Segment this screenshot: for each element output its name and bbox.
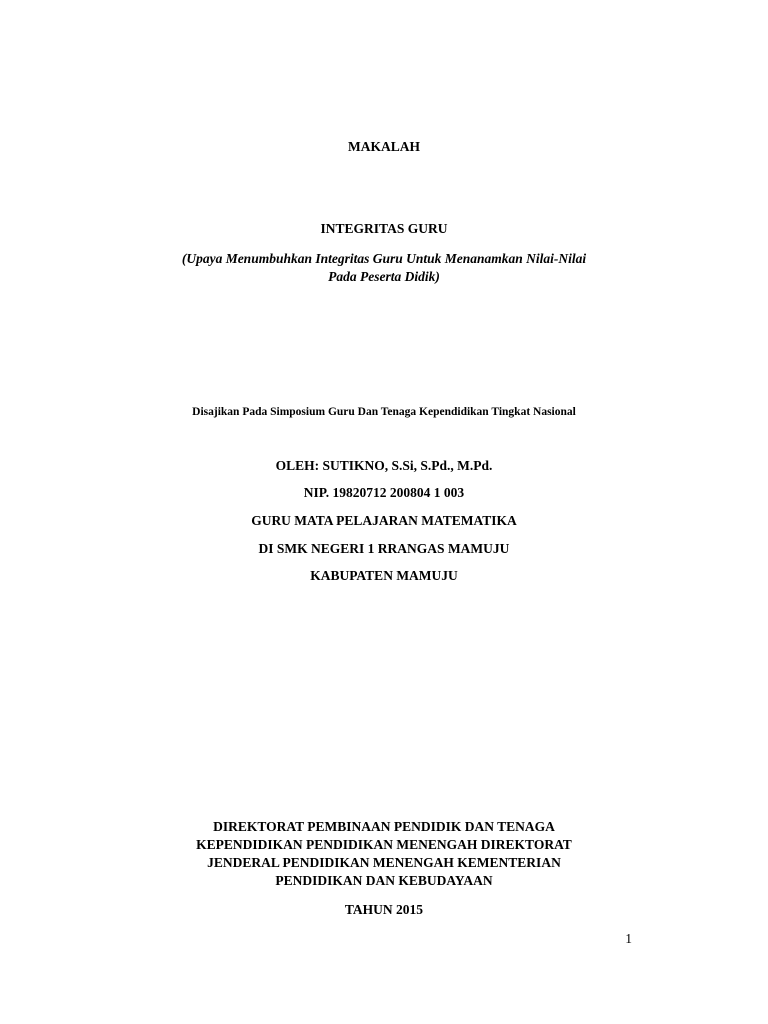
author-nip: NIP. 19820712 200804 1 003 bbox=[303, 485, 465, 500]
document-subtitle-line1: (Upaya Menumbuhkan Integritas Guru Untuk Menanamkan Nilai-Nilai bbox=[181, 251, 587, 266]
author-school: DI SMK NEGERI 1 RRANGAS MAMUJU bbox=[258, 541, 510, 556]
document-year: TAHUN 2015 bbox=[344, 902, 424, 917]
institution-line1: DIREKTORAT PEMBINAAN PENDIDIK DAN TENAGA bbox=[213, 819, 555, 834]
presented-at: Disajikan Pada Simposium Guru Dan Tenaga Kependidikan Tingkat Nasional bbox=[192, 406, 576, 418]
institution-line2: KEPENDIDIKAN PENDIDIKAN MENENGAH DIREKTORAT bbox=[196, 837, 572, 852]
document-subject: INTEGRITAS GURU bbox=[320, 221, 448, 236]
author-name: OLEH: SUTIKNO, S.Si, S.Pd., M.Pd. bbox=[275, 458, 493, 473]
author-regency: KABUPATEN MAMUJU bbox=[310, 568, 458, 583]
document-title: MAKALAH bbox=[348, 139, 420, 154]
document-subtitle-line2: Pada Peserta Didik) bbox=[328, 269, 440, 284]
author-position: GURU MATA PELAJARAN MATEMATIKA bbox=[251, 513, 517, 528]
page-number: 1 bbox=[625, 931, 632, 946]
institution-line3: JENDERAL PENDIDIKAN MENENGAH KEMENTERIAN bbox=[207, 855, 561, 870]
institution-line4: PENDIDIKAN DAN KEBUDAYAAN bbox=[275, 873, 493, 888]
